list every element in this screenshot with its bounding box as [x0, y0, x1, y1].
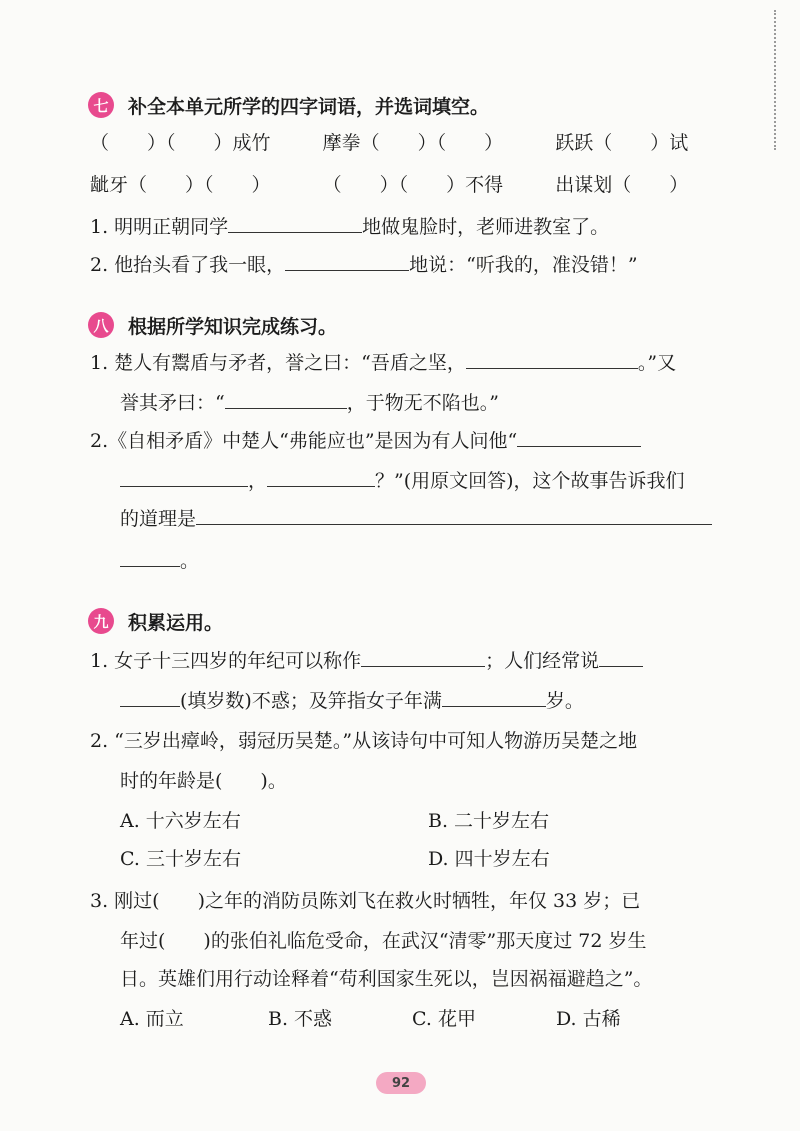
- s8-q1-line-1: 1. 楚人有鬻盾与矛者，誉之曰：“吾盾之坚， 。”又: [90, 352, 677, 374]
- s9-q3-option-b[interactable]: B. 不惑: [268, 1008, 333, 1030]
- s9-q3-line-1: 3. 刚过( )之年的消防员陈刘飞在救火时牺牲，年仅 33 岁；已: [90, 890, 641, 912]
- s8-q2-line-1: 2.《自相矛盾》中楚人“弗能应也”是因为有人问他“: [90, 428, 641, 454]
- s7-question-2: 2. 他抬头看了我一眼， 地说：“听我的，准没错！”: [90, 254, 638, 276]
- s8-q1-line-2: 誉其矛曰：“ ，于物无不陷也。”: [120, 392, 499, 414]
- s9-q3-line-3: 日。英雄们用行动诠释着“苟利国家生死以，岂因祸福避趋之”。: [120, 968, 653, 990]
- s9-q2-line-1: 2. “三岁出瘴岭，弱冠历吴楚。”从该诗句中可知人物游历吴楚之地: [90, 730, 638, 752]
- section-7-title: 补全本单元所学的四字词语，并选词填空。: [128, 95, 490, 118]
- answer-blank[interactable]: [361, 648, 485, 667]
- answer-blank[interactable]: [466, 350, 638, 369]
- answer-blank[interactable]: [228, 214, 362, 233]
- s7-idiom-6: 出谋划（ ）: [555, 174, 689, 196]
- section-9-title: 积累运用。: [128, 611, 224, 634]
- answer-blank[interactable]: [196, 506, 712, 525]
- s7-question-1: 1. 明明正朝同学 地做鬼脸时，老师进教室了。: [90, 216, 610, 238]
- section-9-header: [88, 606, 223, 636]
- s9-q3-option-a[interactable]: A. 而立: [120, 1008, 184, 1030]
- s9-q1-line-1: 1. 女子十三四岁的年纪可以称作 ；人们经常说: [90, 648, 643, 674]
- answer-blank[interactable]: [120, 468, 248, 487]
- s9-q2-option-d[interactable]: D. 四十岁左右: [428, 848, 550, 870]
- s9-q2-option-c[interactable]: C. 三十岁左右: [120, 848, 241, 870]
- s9-q1-line-2: (填岁数)不惑；及笄指女子年满 岁。: [120, 688, 584, 714]
- s8-q2-line-2: ， ？”(用原文回答)，这个故事告诉我们: [120, 468, 685, 494]
- s7-idiom-row-1: [90, 130, 688, 156]
- s9-q2-option-a[interactable]: A. 十六岁左右: [120, 810, 241, 832]
- s9-q3-option-c[interactable]: C. 花甲: [412, 1008, 476, 1030]
- answer-blank[interactable]: [267, 468, 375, 487]
- answer-blank[interactable]: [120, 548, 180, 567]
- section-8-header: [88, 310, 337, 340]
- answer-blank[interactable]: [442, 688, 546, 707]
- s9-q2-option-b[interactable]: B. 二十岁左右: [428, 810, 550, 832]
- answer-blank[interactable]: [517, 428, 641, 447]
- section-7-badge: 七: [88, 92, 114, 118]
- s7-idiom-4: 龇牙（ ）（ ）: [90, 174, 271, 196]
- answer-blank[interactable]: [285, 252, 409, 271]
- s7-idiom-1: （ ）（ ）成竹: [90, 132, 271, 154]
- s9-q3-option-d[interactable]: D. 古稀: [556, 1008, 621, 1030]
- s9-q2-line-2: 时的年龄是( )。: [120, 770, 287, 792]
- s7-idiom-row-2: [90, 172, 688, 198]
- answer-blank[interactable]: [599, 648, 643, 667]
- s9-q3-line-2: 年过( )的张伯礼临危受命，在武汉“清零”那天度过 72 岁生: [120, 930, 647, 952]
- s7-idiom-5: （ ）（ ）不得: [322, 174, 504, 196]
- s7-idiom-2: 摩拳（ ）（ ）: [322, 132, 504, 154]
- section-9-badge: 九: [88, 608, 114, 634]
- section-8-badge: 八: [88, 312, 114, 338]
- s8-q2-line-4: 。: [120, 548, 199, 574]
- s8-q2-line-3: 的道理是: [120, 506, 712, 532]
- answer-blank[interactable]: [120, 688, 180, 707]
- section-8-title: 根据所学知识完成练习。: [128, 315, 338, 338]
- binding-edge: [774, 10, 776, 150]
- section-7-header: [88, 90, 489, 120]
- answer-blank[interactable]: [225, 390, 347, 409]
- s7-idiom-3: 跃跃（ ）试: [555, 132, 689, 154]
- page-number: 92: [376, 1072, 426, 1094]
